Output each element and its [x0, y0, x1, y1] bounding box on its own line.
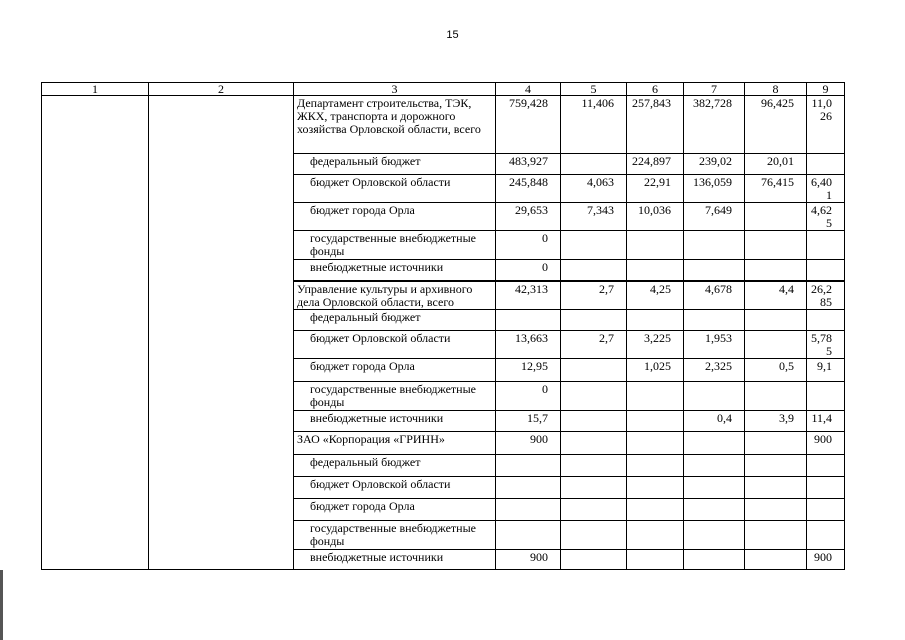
value-cell-col-7: 136,059 — [684, 175, 745, 203]
value-cell-col-9: 6,401 — [807, 175, 845, 203]
value-cell-col-9: 9,1 — [807, 358, 845, 381]
header-cell: 9 — [807, 83, 845, 96]
row-label: бюджет города Орла — [294, 203, 496, 231]
value-cell-col-9: 900 — [807, 431, 845, 454]
value-cell-col-9 — [807, 260, 845, 281]
value-cell-col-5 — [561, 454, 627, 476]
row-label: Управление культуры и архивного дела Орловской области, всего — [294, 281, 496, 310]
value-cell-col-8 — [745, 454, 807, 476]
value-cell-col-4 — [496, 520, 561, 549]
row-label: внебюджетные источники — [294, 549, 496, 569]
value-cell-col-5 — [561, 231, 627, 260]
value-cell-col-6 — [627, 410, 684, 431]
header-cell: 8 — [745, 83, 807, 96]
value-cell-col-9 — [807, 498, 845, 520]
value-cell-col-9: 4,625 — [807, 203, 845, 231]
value-cell-col-5 — [561, 260, 627, 281]
value-cell-col-5 — [561, 476, 627, 498]
row-label: бюджет Орловской области — [294, 330, 496, 358]
value-cell-col-7 — [684, 260, 745, 281]
value-cell-col-9 — [807, 476, 845, 498]
value-cell-col-4: 0 — [496, 260, 561, 281]
value-cell-col-8 — [745, 309, 807, 330]
value-cell-col-8 — [745, 231, 807, 260]
value-cell-col-9 — [807, 454, 845, 476]
column-2-cell — [149, 96, 294, 570]
header-cell: 2 — [149, 83, 294, 96]
value-cell-col-6: 224,897 — [627, 154, 684, 175]
value-cell-col-6: 4,25 — [627, 281, 684, 310]
value-cell-col-4 — [496, 454, 561, 476]
value-cell-col-8 — [745, 498, 807, 520]
value-cell-col-8 — [745, 260, 807, 281]
header-cell: 1 — [42, 83, 149, 96]
scan-edge-mark — [0, 570, 3, 640]
value-cell-col-7 — [684, 498, 745, 520]
value-cell-col-8: 96,425 — [745, 96, 807, 154]
value-cell-col-5 — [561, 549, 627, 569]
value-cell-col-7 — [684, 520, 745, 549]
value-cell-col-6: 10,036 — [627, 203, 684, 231]
row-label: государственные внебюджетные фонды — [294, 231, 496, 260]
value-cell-col-7 — [684, 231, 745, 260]
value-cell-col-6 — [627, 454, 684, 476]
row-label: государственные внебюджетные фонды — [294, 381, 496, 410]
value-cell-col-4: 759,428 — [496, 96, 561, 154]
value-cell-col-9: 5,785 — [807, 330, 845, 358]
value-cell-col-6 — [627, 476, 684, 498]
row-label: Департамент строительства, ТЭК, ЖКХ, транспорта и дорожного хозяйства Орловской области, всего — [294, 96, 496, 154]
value-cell-col-4 — [496, 498, 561, 520]
value-cell-col-5: 11,406 — [561, 96, 627, 154]
row-label: ЗАО «Корпорация «ГРИНН» — [294, 431, 496, 454]
value-cell-col-8 — [745, 431, 807, 454]
value-cell-col-7: 1,953 — [684, 330, 745, 358]
budget-table — [41, 82, 845, 570]
value-cell-col-7 — [684, 454, 745, 476]
value-cell-col-6 — [627, 498, 684, 520]
value-cell-col-5 — [561, 498, 627, 520]
value-cell-col-8 — [745, 476, 807, 498]
value-cell-col-8 — [745, 549, 807, 569]
value-cell-col-5: 7,343 — [561, 203, 627, 231]
value-cell-col-7 — [684, 549, 745, 569]
value-cell-col-9 — [807, 231, 845, 260]
value-cell-col-6: 22,91 — [627, 175, 684, 203]
value-cell-col-7 — [684, 381, 745, 410]
value-cell-col-5 — [561, 520, 627, 549]
value-cell-col-5 — [561, 381, 627, 410]
value-cell-col-5 — [561, 154, 627, 175]
column-1-cell — [42, 96, 149, 570]
value-cell-col-7: 4,678 — [684, 281, 745, 310]
value-cell-col-5: 2,7 — [561, 281, 627, 310]
value-cell-col-5: 2,7 — [561, 330, 627, 358]
value-cell-col-6 — [627, 231, 684, 260]
value-cell-col-6: 257,843 — [627, 96, 684, 154]
value-cell-col-6: 1,025 — [627, 358, 684, 381]
value-cell-col-4: 0 — [496, 381, 561, 410]
value-cell-col-7: 2,325 — [684, 358, 745, 381]
row-label: федеральный бюджет — [294, 154, 496, 175]
row-label: бюджет города Орла — [294, 498, 496, 520]
value-cell-col-4 — [496, 309, 561, 330]
value-cell-col-9: 11,026 — [807, 96, 845, 154]
value-cell-col-6 — [627, 309, 684, 330]
value-cell-col-6 — [627, 381, 684, 410]
value-cell-col-9 — [807, 154, 845, 175]
value-cell-col-8 — [745, 330, 807, 358]
value-cell-col-5 — [561, 410, 627, 431]
header-cell: 7 — [684, 83, 745, 96]
row-label: внебюджетные источники — [294, 410, 496, 431]
value-cell-col-4: 13,663 — [496, 330, 561, 358]
value-cell-col-8: 20,01 — [745, 154, 807, 175]
value-cell-col-7: 0,4 — [684, 410, 745, 431]
value-cell-col-5 — [561, 309, 627, 330]
value-cell-col-4: 900 — [496, 549, 561, 569]
value-cell-col-8 — [745, 381, 807, 410]
value-cell-col-5: 4,063 — [561, 175, 627, 203]
value-cell-col-7 — [684, 431, 745, 454]
row-label: федеральный бюджет — [294, 309, 496, 330]
value-cell-col-4: 245,848 — [496, 175, 561, 203]
value-cell-col-9 — [807, 309, 845, 330]
row-label: бюджет Орловской области — [294, 476, 496, 498]
value-cell-col-7: 239,02 — [684, 154, 745, 175]
row-label: федеральный бюджет — [294, 454, 496, 476]
value-cell-col-8 — [745, 203, 807, 231]
value-cell-col-9: 11,4 — [807, 410, 845, 431]
page-number: 15 — [446, 29, 459, 41]
value-cell-col-4: 0 — [496, 231, 561, 260]
value-cell-col-8: 3,9 — [745, 410, 807, 431]
value-cell-col-4: 900 — [496, 431, 561, 454]
value-cell-col-9: 900 — [807, 549, 845, 569]
value-cell-col-4: 12,95 — [496, 358, 561, 381]
value-cell-col-5 — [561, 431, 627, 454]
value-cell-col-5 — [561, 358, 627, 381]
value-cell-col-7: 382,728 — [684, 96, 745, 154]
value-cell-col-7: 7,649 — [684, 203, 745, 231]
header-row — [42, 83, 845, 96]
header-cell: 5 — [561, 83, 627, 96]
value-cell-col-6: 3,225 — [627, 330, 684, 358]
row-label: внебюджетные источники — [294, 260, 496, 281]
row-label: государственные внебюджетные фонды — [294, 520, 496, 549]
value-cell-col-8 — [745, 520, 807, 549]
value-cell-col-6 — [627, 520, 684, 549]
value-cell-col-4: 483,927 — [496, 154, 561, 175]
value-cell-col-4: 15,7 — [496, 410, 561, 431]
value-cell-col-6 — [627, 431, 684, 454]
header-cell: 4 — [496, 83, 561, 96]
value-cell-col-9 — [807, 381, 845, 410]
table-body — [42, 83, 845, 570]
value-cell-col-6 — [627, 549, 684, 569]
value-cell-col-4 — [496, 476, 561, 498]
table-row — [42, 96, 845, 154]
value-cell-col-9 — [807, 520, 845, 549]
header-cell: 6 — [627, 83, 684, 96]
value-cell-col-8: 4,4 — [745, 281, 807, 310]
value-cell-col-4: 29,653 — [496, 203, 561, 231]
row-label: бюджет города Орла — [294, 358, 496, 381]
value-cell-col-6 — [627, 260, 684, 281]
row-label: бюджет Орловской области — [294, 175, 496, 203]
value-cell-col-7 — [684, 476, 745, 498]
value-cell-col-7 — [684, 309, 745, 330]
header-cell: 3 — [294, 83, 496, 96]
value-cell-col-4: 42,313 — [496, 281, 561, 310]
value-cell-col-9: 26,285 — [807, 281, 845, 310]
value-cell-col-8: 76,415 — [745, 175, 807, 203]
value-cell-col-8: 0,5 — [745, 358, 807, 381]
